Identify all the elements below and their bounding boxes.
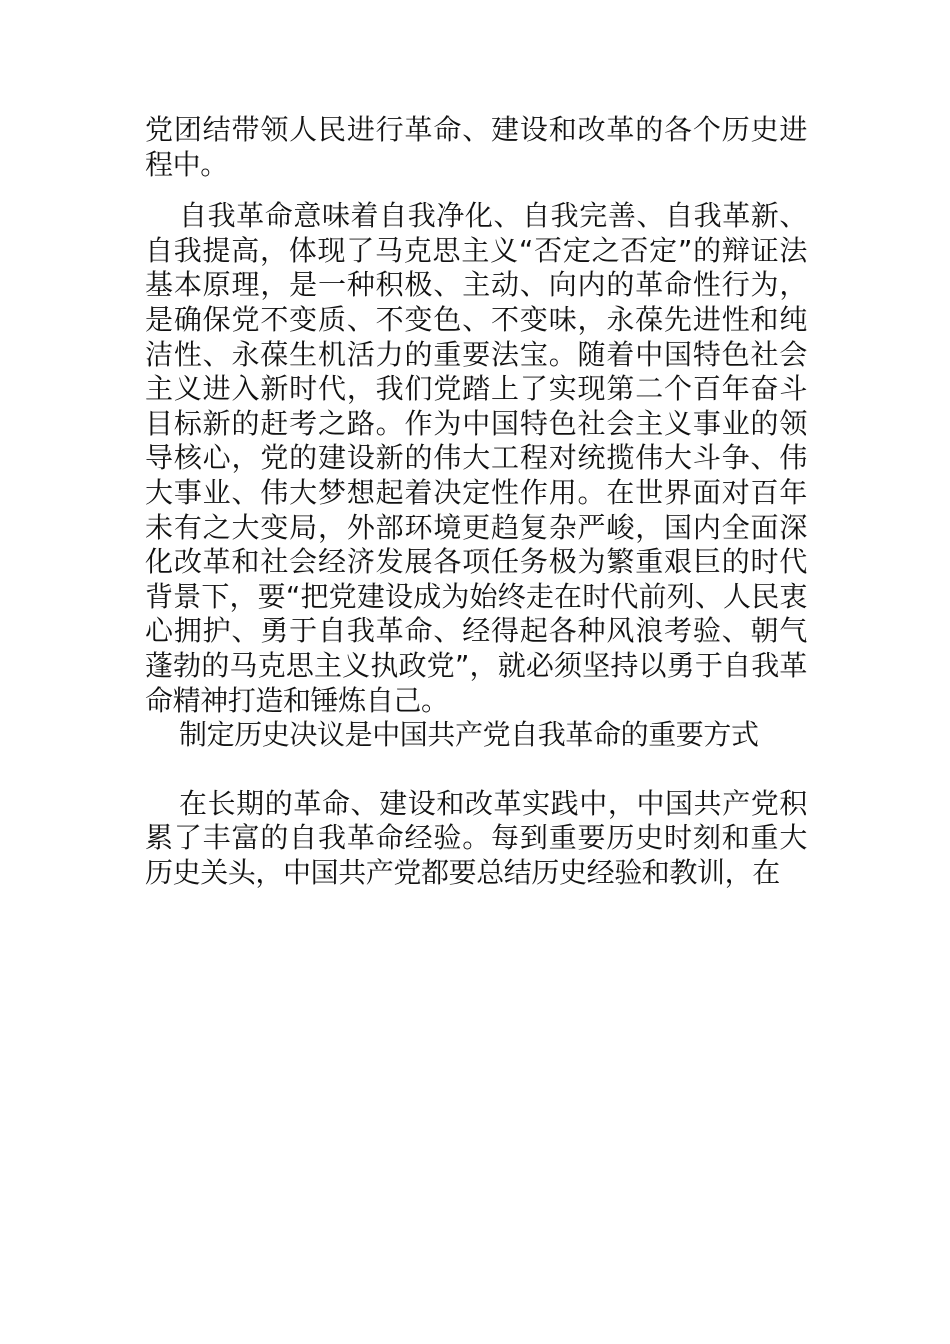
section-heading: 制定历史决议是中国共产党自我革命的重要方式 — [179, 718, 759, 752]
paragraph-self-revolution: 自我革命意味着自我净化、自我完善、自我革新、自我提高，体现了马克思主义“否定之否定”的辩证法基本原理，是一种积极、主动、向内的革命性行为，是确保党不变质、不变色、不变味，永葆先进性和纯洁性、永葆生机活力的重要法宝。随着中国特色社会主义进入新时代，我们党踏上了实现第二个百年奋斗目标新的赶考之路。作为中国特色社会主义事业的领导核心，党的建设新的伟大工程对统揽伟大斗争、伟大事业、伟大梦想起着决定性作用。在世界面对百年未有之大变局，外部环境更趋复杂严峻，国内全面深化改革和社会经济发展各项任务极为繁重艰巨的时代背景下，要“把党建设成为始终走在时代前列、人民衷心拥护、勇于自我革命、经得起各种风浪考验、朝气蓬勃的马克思主义执政党”，就必须坚持以勇于自我革命精神打造和锤炼自己。 — [145, 199, 807, 717]
paragraph-practice: 在长期的革命、建设和改革实践中，中国共产党积累了丰富的自我革命经验。每到重要历史时刻和重大历史关头，中国共产党都要总结历史经验和教训，在 — [145, 786, 807, 889]
document-body — [145, 113, 807, 890]
paragraph-continuation: 党团结带领人民进行革命、建设和改革的各个历史进程中。 — [145, 113, 807, 181]
